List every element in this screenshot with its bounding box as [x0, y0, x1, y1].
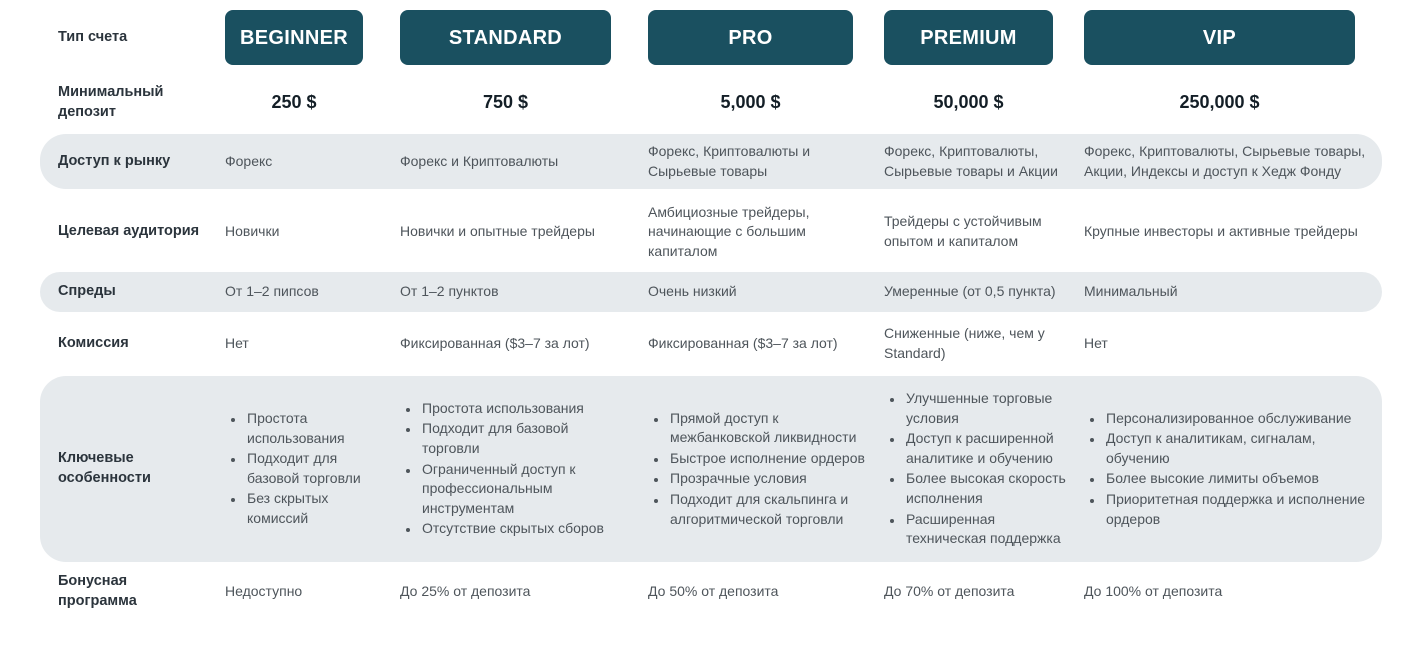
table-cell: От 1–2 пунктов — [400, 283, 499, 300]
table-cell: Минимальный — [1084, 283, 1178, 300]
table-cell: Крупные инвесторы и активные трейдеры — [1084, 223, 1358, 240]
row-market-access — [40, 134, 1382, 189]
row-label: Доступ к рынку — [58, 152, 171, 169]
feature-item: • Отсутствие скрытых сборов — [420, 519, 626, 539]
feature-item: • Подходит для скальпинга и алгоритмической торговли — [668, 490, 868, 529]
table-cell: Новички — [225, 223, 280, 240]
table-cell: До 50% от депозита — [648, 582, 779, 599]
table-cell: До 100% от депозита — [1084, 582, 1223, 599]
feature-item: • Прямой доступ к межбанковской ликвидности — [668, 409, 868, 448]
feature-list — [1084, 409, 1370, 530]
table-cell: До 25% от депозита — [400, 582, 531, 599]
row-label: Спреды — [58, 283, 116, 300]
header-cell-standard — [400, 10, 648, 65]
table-cell: Форекс, Криптовалюты, Сырьевые товары, Акции, Индексы и доступ к Хедж Фонду — [1084, 142, 1366, 179]
feature-item: • Простота использования — [245, 409, 378, 448]
pro-tab-button[interactable]: PRO — [648, 10, 853, 65]
table-cell: Нет — [1084, 335, 1108, 352]
feature-list — [884, 389, 1068, 549]
table-cell: От 1–2 пипсов — [225, 283, 319, 300]
header-cell-beginner — [225, 10, 400, 65]
feature-item: • Быстрое исполнение ордеров — [668, 449, 868, 469]
feature-item: • Ограниченный доступ к профессиональным инструментам — [420, 460, 626, 519]
row-label: Минимальный депозит — [58, 83, 164, 120]
row-bonus-program — [40, 570, 1382, 614]
table-cell: Форекс, Криптовалюты, Сырьевые товары и Акции — [884, 142, 1058, 179]
row-minimum-deposit — [40, 79, 1382, 126]
feature-item: • Приоритетная поддержка и исполнение ордеров — [1104, 490, 1370, 529]
table-cell: Амбициозные трейдеры, начинающие с большим капиталом — [648, 203, 810, 259]
feature-item: • Подходит для базовой торговли — [420, 419, 626, 458]
account-type-label: Тип счета — [58, 28, 128, 45]
feature-item: • Подходит для базовой торговли — [245, 449, 378, 488]
feature-item: • Без скрытых комиссий — [245, 489, 378, 528]
table-cell — [225, 408, 400, 530]
row-target-audience — [40, 197, 1382, 267]
feature-item: • Доступ к расширенной аналитике и обучению — [904, 429, 1068, 468]
feature-item: • Расширенная техническая поддержка — [904, 510, 1068, 549]
table-cell — [884, 388, 1084, 550]
row-label: Бонусная программа — [58, 573, 137, 609]
row-label: Ключевые особенности — [58, 450, 151, 486]
deposit-value: 50,000 $ — [933, 91, 1004, 112]
table-cell: Умеренные (от 0,5 пункта) — [884, 283, 1056, 300]
table-cell: Очень низкий — [648, 283, 737, 300]
table-cell: Сниженные (ниже, чем у Standard) — [884, 325, 1045, 361]
table-cell: Фиксированная ($3–7 за лот) — [648, 335, 838, 352]
header-cell-vip — [1084, 10, 1382, 65]
feature-list — [225, 409, 378, 529]
deposit-value: 750 $ — [482, 91, 529, 112]
deposit-value: 250 $ — [271, 91, 317, 112]
row-key-features — [40, 376, 1382, 562]
table-cell: До 70% от депозита — [884, 582, 1015, 599]
table-cell: Фиксированная ($3–7 за лот) — [400, 335, 590, 352]
account-comparison-table — [0, 10, 1422, 614]
deposit-value: 5,000 $ — [720, 91, 781, 112]
feature-list — [400, 399, 626, 539]
table-cell: Новички и опытные трейдеры — [400, 223, 595, 240]
header-cell-pro — [648, 10, 884, 65]
table-cell: Недоступно — [225, 582, 303, 599]
feature-item: • Доступ к аналитикам, сигналам, обучению — [1104, 429, 1370, 468]
premium-tab-button[interactable]: PREMIUM — [884, 10, 1053, 65]
header-cell-premium — [884, 10, 1084, 65]
vip-tab-button[interactable]: VIP — [1084, 10, 1355, 65]
feature-item: • Персонализированное обслуживание — [1104, 409, 1370, 429]
standard-tab-button[interactable]: STANDARD — [400, 10, 611, 65]
feature-item: • Простота использования — [420, 399, 626, 419]
table-cell: Форекс, Криптовалюты и Сырьевые товары — [648, 142, 811, 179]
row-label: Комиссия — [58, 335, 129, 352]
table-cell — [648, 408, 884, 531]
table-cell: Нет — [225, 335, 249, 352]
beginner-tab-button[interactable]: BEGINNER — [225, 10, 363, 65]
feature-item: • Улучшенные торговые условия — [904, 389, 1068, 428]
row-commission — [40, 319, 1382, 369]
feature-item: • Прозрачные условия — [668, 469, 868, 489]
table-cell: Трейдеры с устойчивым опытом и капиталом — [884, 213, 1042, 249]
table-cell — [1084, 408, 1382, 531]
feature-item: • Более высокая скорость исполнения — [904, 469, 1068, 508]
row-label: Целевая аудитория — [58, 223, 200, 240]
feature-item: • Более высокие лимиты объемов — [1104, 469, 1370, 489]
header-row — [40, 10, 1382, 65]
feature-list — [648, 409, 868, 530]
table-cell: Форекс — [225, 152, 273, 169]
row-spreads — [40, 272, 1382, 312]
deposit-value: 250,000 $ — [1179, 91, 1260, 112]
table-cell — [400, 398, 648, 540]
table-cell: Форекс и Криптовалюты — [400, 152, 559, 169]
